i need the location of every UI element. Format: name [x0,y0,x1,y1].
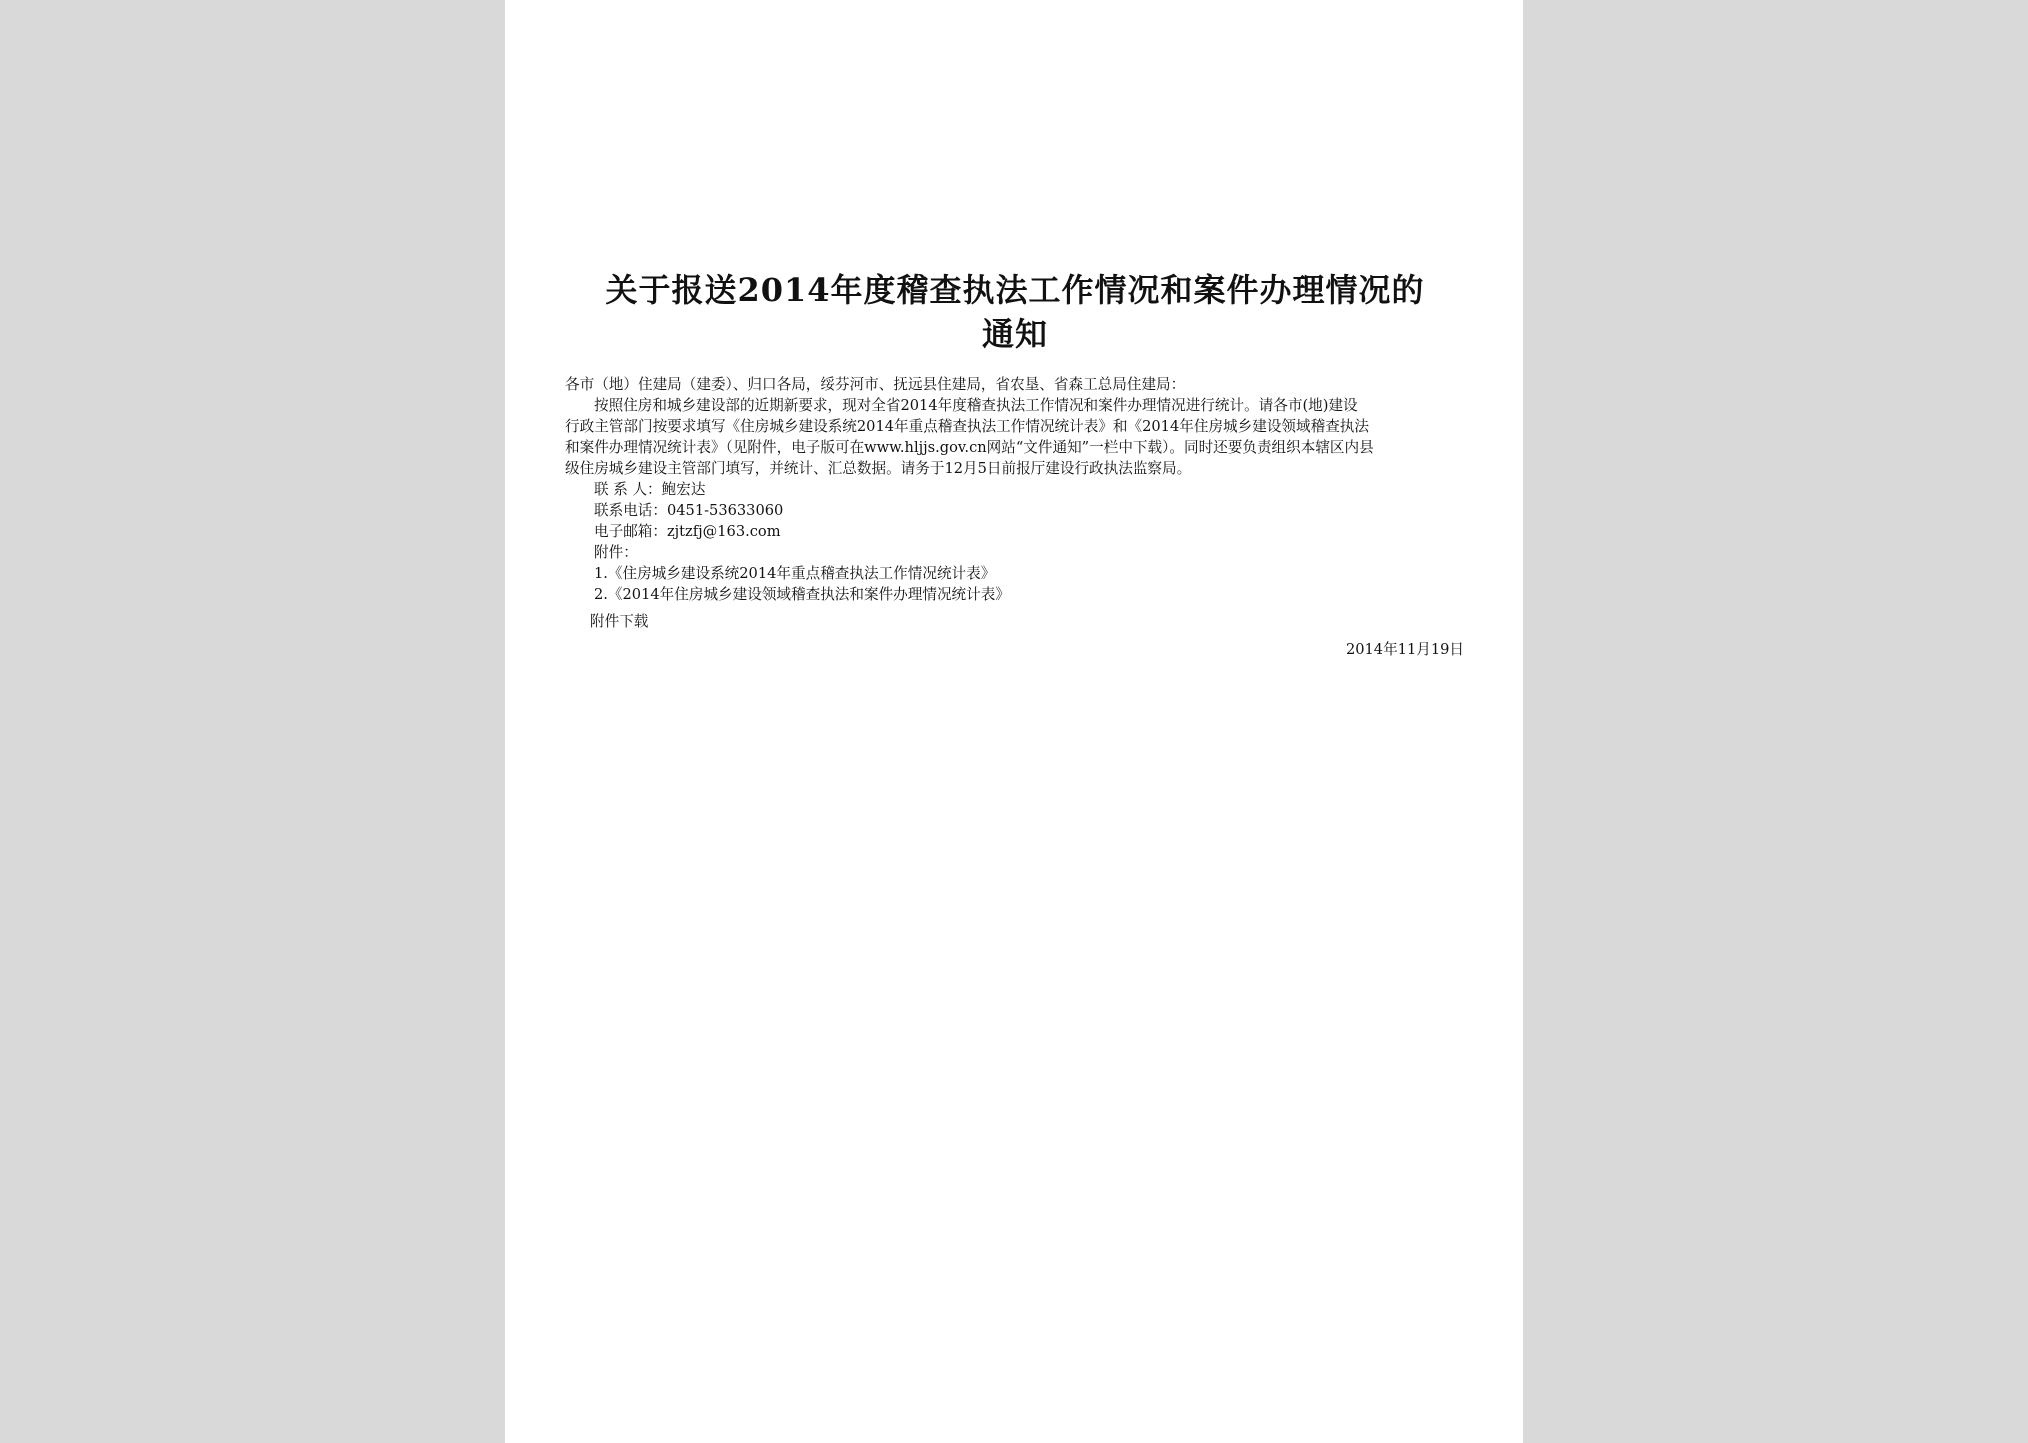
paragraph-line-2: 行政主管部门按要求填写《住房城乡建设系统2014年重点稽查执法工作情况统计表》和《2014年住房城乡建设领域稽查执法 [565,418,1369,435]
paragraph-line-4: 级住房城乡建设主管部门填写，并统计、汇总数据。请务于12月5日前报厅建设行政执法监察局。 [565,460,1192,477]
document-title [545,268,1485,356]
title-line-1: 关于报送2014年度稽查执法工作情况和案件办理情况的 [605,271,1425,309]
title-line-2: 通知 [981,315,1048,353]
paragraph-line-1: 按照住房和城乡建设部的近期新要求，现对全省2014年度稽查执法工作情况和案件办理情况进行统计。请各市(地)建设 [594,397,1358,414]
document-page [505,0,1523,1443]
attachments-label: 附件： [594,544,638,561]
document-body [565,374,1465,660]
document-date: 2014年11月19日 [1345,641,1464,658]
contact-person: 联 系 人：鲍宏达 [594,481,706,498]
contact-email: 电子邮箱：zjtzfj@163.com [594,523,781,540]
addressee: 各市（地）住建局（建委）、归口各局，绥芬河市、抚远县住建局，省农垦、省森工总局住建局： [565,376,1186,393]
attachment-download-link[interactable]: 附件下载 [590,613,649,630]
contact-phone: 联系电话：0451-53633060 [594,502,784,519]
paragraph-line-3: 和案件办理情况统计表》（见附件，电子版可在www.hljjs.gov.cn网站“文件通知”一栏中下载）。同时还要负责组织本辖区内县 [565,439,1374,456]
attachment-item-2: 2.《2014年住房城乡建设领域稽查执法和案件办理情况统计表》 [594,586,1010,603]
attachment-item-1: 1.《住房城乡建设系统2014年重点稽查执法工作情况统计表》 [594,565,996,582]
